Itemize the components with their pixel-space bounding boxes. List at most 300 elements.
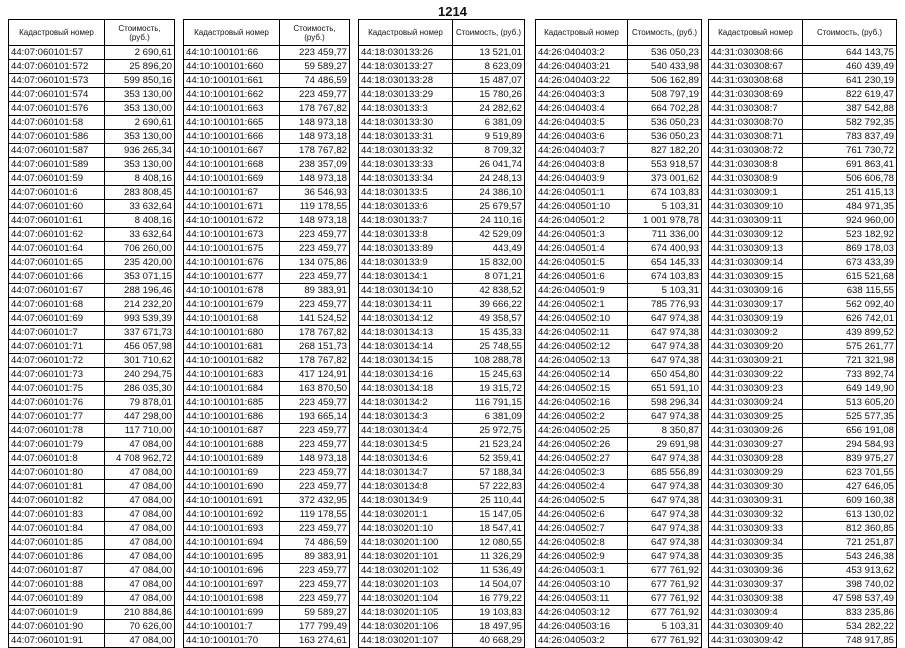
cadastral-number-cell: 44:07:060101:66 [9, 270, 105, 284]
table-row [709, 508, 897, 522]
cost-cell: 223 459,77 [280, 396, 350, 410]
table-row [536, 130, 702, 144]
table-row [359, 270, 525, 284]
cadastral-number-cell: 44:10:100101:683 [184, 368, 280, 382]
table-row [709, 88, 897, 102]
cost-cell: 89 383,91 [280, 284, 350, 298]
table-row [359, 354, 525, 368]
cost-cell: 178 767,82 [280, 326, 350, 340]
cost-cell: 691 863,41 [803, 158, 897, 172]
cadastral-number-cell: 44:26:040502:26 [536, 438, 628, 452]
table-row [536, 536, 702, 550]
table-row [709, 340, 897, 354]
cadastral-number-cell: 44:18:030134:2 [359, 396, 453, 410]
cadastral-number-cell: 44:26:040501:6 [536, 270, 628, 284]
cost-cell: 36 546,93 [280, 186, 350, 200]
table-row [9, 228, 175, 242]
cadastral-number-cell: 44:10:100101:663 [184, 102, 280, 116]
table-row [184, 130, 350, 144]
cadastral-number-cell: 44:10:100101:676 [184, 256, 280, 270]
table-row [184, 424, 350, 438]
cadastral-number-cell: 44:31:030309:28 [709, 452, 803, 466]
table-row [536, 508, 702, 522]
cadastral-number-cell: 44:07:060101:9 [9, 606, 105, 620]
table-row [709, 438, 897, 452]
table-row [184, 592, 350, 606]
cost-cell: 785 776,93 [628, 298, 702, 312]
cost-cell: 647 974,38 [628, 326, 702, 340]
cost-cell: 674 103,83 [628, 270, 702, 284]
table-row [184, 438, 350, 452]
table-row [184, 382, 350, 396]
cost-cell: 148 973,18 [280, 116, 350, 130]
cadastral-number-cell: 44:26:040501:10 [536, 200, 628, 214]
cost-cell: 8 709,32 [453, 144, 525, 158]
cadastral-number-cell: 44:31:030308:68 [709, 74, 803, 88]
cost-cell: 677 761,92 [628, 564, 702, 578]
cadastre-table [183, 19, 350, 648]
cost-cell: 141 524,52 [280, 312, 350, 326]
cadastral-number-cell: 44:31:030309:32 [709, 508, 803, 522]
table-row [184, 354, 350, 368]
table-row [359, 620, 525, 634]
table-row [184, 396, 350, 410]
cost-cell: 647 974,38 [628, 340, 702, 354]
table-row [709, 102, 897, 116]
cadastral-number-cell: 44:10:100101:694 [184, 536, 280, 550]
table-row [184, 116, 350, 130]
table-row [536, 144, 702, 158]
cost-cell: 674 103,83 [628, 186, 702, 200]
cost-cell: 534 282,22 [803, 620, 897, 634]
table-row [536, 494, 702, 508]
cost-cell: 47 084,00 [105, 634, 175, 648]
cadastral-number-cell: 44:10:100101:667 [184, 144, 280, 158]
cadastral-number-cell: 44:31:030309:36 [709, 564, 803, 578]
cadastral-number-cell: 44:18:030134:7 [359, 466, 453, 480]
table-row [9, 200, 175, 214]
table-row [536, 284, 702, 298]
cost-cell: 582 792,35 [803, 116, 897, 130]
table-row [709, 634, 897, 648]
cost-cell: 268 151,73 [280, 340, 350, 354]
table-row [709, 144, 897, 158]
page-number: 1214 [438, 4, 467, 19]
header-cadastral-number: Кадастровый номер [359, 20, 453, 46]
cadastral-number-cell: 44:26:040403:2 [536, 46, 628, 60]
cadastral-number-cell: 44:31:030309:35 [709, 550, 803, 564]
cost-cell: 353 130,00 [105, 130, 175, 144]
cadastral-number-cell: 44:31:030309:24 [709, 396, 803, 410]
cadastral-number-cell: 44:31:030309:1 [709, 186, 803, 200]
table-row [709, 578, 897, 592]
cost-cell: 11 536,49 [453, 564, 525, 578]
cadastral-number-cell: 44:31:030308:66 [709, 46, 803, 60]
cadastral-number-cell: 44:18:030201:106 [359, 620, 453, 634]
cadastral-number-cell: 44:18:030201:105 [359, 606, 453, 620]
table-row [184, 284, 350, 298]
table-row [9, 74, 175, 88]
table-row [536, 228, 702, 242]
cadastral-number-cell: 44:26:040403:7 [536, 144, 628, 158]
cost-cell: 79 878,01 [105, 396, 175, 410]
cost-cell: 148 973,18 [280, 172, 350, 186]
table-row [536, 312, 702, 326]
cost-cell: 15 832,00 [453, 256, 525, 270]
cadastral-number-cell: 44:31:030308:72 [709, 144, 803, 158]
table-row [184, 186, 350, 200]
cost-cell: 6 381,09 [453, 410, 525, 424]
cost-cell: 706 260,00 [105, 242, 175, 256]
cadastral-number-cell: 44:10:100101:682 [184, 354, 280, 368]
cadastral-number-cell: 44:31:030309:29 [709, 466, 803, 480]
cost-cell: 12 080,55 [453, 536, 525, 550]
cost-cell: 11 326,29 [453, 550, 525, 564]
cost-cell: 456 057,98 [105, 340, 175, 354]
cadastral-number-cell: 44:31:030309:38 [709, 592, 803, 606]
table-row [9, 578, 175, 592]
cadastral-number-cell: 44:10:100101:67 [184, 186, 280, 200]
cost-cell: 656 191,08 [803, 424, 897, 438]
cost-cell: 677 761,92 [628, 606, 702, 620]
cost-cell: 238 357,09 [280, 158, 350, 172]
cadastral-number-cell: 44:10:100101:675 [184, 242, 280, 256]
header-cadastral-number: Кадастровый номер [709, 20, 803, 46]
cost-cell: 387 542,88 [803, 102, 897, 116]
cost-cell: 6 381,09 [453, 116, 525, 130]
table-row [536, 46, 702, 60]
table-row [184, 410, 350, 424]
cost-cell: 223 459,77 [280, 228, 350, 242]
header-cadastral-number: Кадастровый номер [9, 20, 105, 46]
table-row [359, 242, 525, 256]
cadastral-number-cell: 44:07:060101:8 [9, 452, 105, 466]
cost-cell: 373 001,62 [628, 172, 702, 186]
cost-cell: 33 632,64 [105, 200, 175, 214]
cadastral-number-cell: 44:18:030134:8 [359, 480, 453, 494]
cost-cell: 8 623,09 [453, 60, 525, 74]
table-row [9, 522, 175, 536]
cost-cell: 116 791,15 [453, 396, 525, 410]
cadastral-number-cell: 44:10:100101:687 [184, 424, 280, 438]
cost-cell: 733 892,74 [803, 368, 897, 382]
cadastral-number-cell: 44:07:060101:61 [9, 214, 105, 228]
cadastral-number-cell: 44:10:100101:662 [184, 88, 280, 102]
table-row [709, 424, 897, 438]
cadastral-number-cell: 44:18:030134:1 [359, 270, 453, 284]
table-row [709, 172, 897, 186]
table-row [536, 634, 702, 648]
cost-cell: 353 130,00 [105, 88, 175, 102]
cadastral-number-cell: 44:18:030133:6 [359, 200, 453, 214]
cost-cell: 649 149,90 [803, 382, 897, 396]
cadastral-number-cell: 44:07:060101:64 [9, 242, 105, 256]
cost-cell: 223 459,77 [280, 522, 350, 536]
cadastral-number-cell: 44:18:030133:34 [359, 172, 453, 186]
table-row [9, 564, 175, 578]
table-row [709, 396, 897, 410]
table-row [536, 564, 702, 578]
cadastral-number-cell: 44:18:030201:10 [359, 522, 453, 536]
table-row [536, 452, 702, 466]
table-row [9, 88, 175, 102]
cost-cell: 353 130,00 [105, 102, 175, 116]
cadastral-number-cell: 44:31:030308:8 [709, 158, 803, 172]
table-row [709, 312, 897, 326]
table-row [9, 214, 175, 228]
cadastral-number-cell: 44:10:100101:66 [184, 46, 280, 60]
cadastral-number-cell: 44:18:030201:107 [359, 634, 453, 648]
table-row [536, 410, 702, 424]
cadastral-number-cell: 44:18:030133:3 [359, 102, 453, 116]
cadastral-number-cell: 44:10:100101:672 [184, 214, 280, 228]
cost-cell: 9 519,89 [453, 130, 525, 144]
cadastral-number-cell: 44:31:030309:16 [709, 284, 803, 298]
table-row [536, 340, 702, 354]
table-row [9, 536, 175, 550]
cadastral-number-cell: 44:07:060101:58 [9, 116, 105, 130]
cost-cell: 210 884,86 [105, 606, 175, 620]
cost-cell: 453 913,62 [803, 564, 897, 578]
table-row [536, 186, 702, 200]
table-row [536, 466, 702, 480]
table-row [9, 284, 175, 298]
cost-cell: 57 188,34 [453, 466, 525, 480]
table-row [359, 284, 525, 298]
table-row [359, 172, 525, 186]
cadastral-number-cell: 44:18:030133:28 [359, 74, 453, 88]
cadastral-number-cell: 44:07:060101:82 [9, 494, 105, 508]
table-row [536, 158, 702, 172]
cadastral-number-cell: 44:31:030308:70 [709, 116, 803, 130]
table-row [184, 508, 350, 522]
table-row [184, 522, 350, 536]
table-row [359, 200, 525, 214]
table-row [359, 228, 525, 242]
cadastral-number-cell: 44:18:030134:9 [359, 494, 453, 508]
cadastral-number-cell: 44:18:030133:5 [359, 186, 453, 200]
table-row [359, 340, 525, 354]
cadastral-number-cell: 44:07:060101:77 [9, 410, 105, 424]
cadastral-number-cell: 44:31:030308:7 [709, 102, 803, 116]
cadastral-number-cell: 44:26:040502:9 [536, 550, 628, 564]
cadastral-number-cell: 44:18:030201:1 [359, 508, 453, 522]
cadastral-number-cell: 44:10:100101:697 [184, 578, 280, 592]
cadastral-number-cell: 44:18:030133:31 [359, 130, 453, 144]
table-row [359, 578, 525, 592]
table-row [9, 60, 175, 74]
cost-cell: 353 071,15 [105, 270, 175, 284]
table-row [9, 186, 175, 200]
table-row [359, 508, 525, 522]
cost-cell: 439 899,52 [803, 326, 897, 340]
cadastral-number-cell: 44:26:040403:5 [536, 116, 628, 130]
cadastral-number-cell: 44:18:030133:32 [359, 144, 453, 158]
cost-cell: 613 130,02 [803, 508, 897, 522]
cost-cell: 647 974,38 [628, 522, 702, 536]
cadastral-number-cell: 44:10:100101:695 [184, 550, 280, 564]
table-row [709, 620, 897, 634]
cost-cell: 283 808,45 [105, 186, 175, 200]
cost-cell: 49 358,57 [453, 312, 525, 326]
cost-cell: 553 918,57 [628, 158, 702, 172]
cost-cell: 178 767,82 [280, 144, 350, 158]
table-row [9, 494, 175, 508]
cadastral-number-cell: 44:07:060101:59 [9, 172, 105, 186]
cost-cell: 615 521,68 [803, 270, 897, 284]
table-row [709, 550, 897, 564]
cost-cell: 869 178,03 [803, 242, 897, 256]
cost-cell: 5 103,31 [628, 200, 702, 214]
cadastral-number-cell: 44:31:030309:12 [709, 228, 803, 242]
cadastral-number-cell: 44:18:030133:30 [359, 116, 453, 130]
cadastral-number-cell: 44:31:030309:27 [709, 438, 803, 452]
cost-cell: 647 974,38 [628, 480, 702, 494]
cadastral-number-cell: 44:18:030133:27 [359, 60, 453, 74]
cost-cell: 14 504,07 [453, 578, 525, 592]
cost-cell: 47 084,00 [105, 480, 175, 494]
table-row [536, 172, 702, 186]
cost-cell: 647 974,38 [628, 410, 702, 424]
table-row [9, 144, 175, 158]
table-row [359, 634, 525, 648]
cadastral-number-cell: 44:07:060101:86 [9, 550, 105, 564]
cost-cell: 148 973,18 [280, 452, 350, 466]
cadastral-number-cell: 44:31:030309:13 [709, 242, 803, 256]
cost-cell: 177 799,49 [280, 620, 350, 634]
cost-cell: 18 497,95 [453, 620, 525, 634]
cadastral-number-cell: 44:26:040502:13 [536, 354, 628, 368]
cost-cell: 223 459,77 [280, 480, 350, 494]
header-cadastral-number: Кадастровый номер [536, 20, 628, 46]
cadastral-number-cell: 44:10:100101:690 [184, 480, 280, 494]
cost-cell: 536 050,23 [628, 46, 702, 60]
cost-cell: 42 529,09 [453, 228, 525, 242]
cost-cell: 761 730,72 [803, 144, 897, 158]
cadastral-number-cell: 44:31:030309:19 [709, 312, 803, 326]
cost-cell: 223 459,77 [280, 564, 350, 578]
header-cadastral-number: Кадастровый номер [184, 20, 280, 46]
table-row [9, 354, 175, 368]
table-row [184, 634, 350, 648]
cost-cell: 70 626,00 [105, 620, 175, 634]
cost-cell: 525 577,35 [803, 410, 897, 424]
cost-cell: 677 761,92 [628, 634, 702, 648]
cadastral-number-cell: 44:07:060101:84 [9, 522, 105, 536]
cadastral-number-cell: 44:26:040502:25 [536, 424, 628, 438]
table-row [359, 564, 525, 578]
cadastral-number-cell: 44:10:100101:692 [184, 508, 280, 522]
cadastral-number-cell: 44:26:040503:10 [536, 578, 628, 592]
cadastral-number-cell: 44:31:030309:34 [709, 536, 803, 550]
table-row [536, 242, 702, 256]
cadastral-number-cell: 44:18:030133:7 [359, 214, 453, 228]
cadastral-number-cell: 44:10:100101:68 [184, 312, 280, 326]
table-row [709, 270, 897, 284]
table-row [9, 396, 175, 410]
table-row [536, 368, 702, 382]
cadastral-number-cell: 44:10:100101:677 [184, 270, 280, 284]
table-row [359, 46, 525, 60]
table-row [536, 116, 702, 130]
cadastral-number-cell: 44:10:100101:685 [184, 396, 280, 410]
cost-cell: 25 748,55 [453, 340, 525, 354]
cost-cell: 647 974,38 [628, 536, 702, 550]
cadastral-number-cell: 44:26:040503:1 [536, 564, 628, 578]
cost-cell: 119 178,55 [280, 508, 350, 522]
cadastral-number-cell: 44:18:030133:8 [359, 228, 453, 242]
table-row [536, 88, 702, 102]
cadastral-number-cell: 44:31:030309:17 [709, 298, 803, 312]
table-row [709, 228, 897, 242]
cost-cell: 47 084,00 [105, 536, 175, 550]
cadastral-number-cell: 44:07:060101:73 [9, 368, 105, 382]
cost-cell: 47 084,00 [105, 494, 175, 508]
cost-cell: 223 459,77 [280, 298, 350, 312]
cadastral-number-cell: 44:26:040403:3 [536, 88, 628, 102]
cadastral-number-cell: 44:18:030134:16 [359, 368, 453, 382]
cost-cell: 337 671,73 [105, 326, 175, 340]
cadastral-number-cell: 44:07:060101:76 [9, 396, 105, 410]
cadastral-number-cell: 44:31:030308:69 [709, 88, 803, 102]
table-row [9, 452, 175, 466]
table-row [184, 452, 350, 466]
cost-cell: 251 415,13 [803, 186, 897, 200]
table-row [9, 620, 175, 634]
table-row [184, 228, 350, 242]
table-row [9, 634, 175, 648]
table-row [359, 144, 525, 158]
cadastral-number-cell: 44:10:100101:7 [184, 620, 280, 634]
cadastral-number-cell: 44:10:100101:70 [184, 634, 280, 648]
cadastral-number-cell: 44:26:040502:7 [536, 522, 628, 536]
cadastral-number-cell: 44:07:060101:79 [9, 438, 105, 452]
cost-cell: 47 084,00 [105, 592, 175, 606]
cost-cell: 673 433,39 [803, 256, 897, 270]
cost-cell: 47 084,00 [105, 438, 175, 452]
cost-cell: 506 606,78 [803, 172, 897, 186]
cadastral-number-cell: 44:31:030309:40 [709, 620, 803, 634]
cadastral-number-cell: 44:26:040503:16 [536, 620, 628, 634]
cost-cell: 240 294,75 [105, 368, 175, 382]
table-row [184, 564, 350, 578]
cost-cell: 288 196,46 [105, 284, 175, 298]
cost-cell: 711 336,00 [628, 228, 702, 242]
cost-cell: 15 780,26 [453, 88, 525, 102]
cadastral-number-cell: 44:26:040502:1 [536, 298, 628, 312]
cost-cell: 223 459,77 [280, 270, 350, 284]
cost-cell: 16 779,22 [453, 592, 525, 606]
table-row [184, 620, 350, 634]
table-row [709, 298, 897, 312]
cadastral-number-cell: 44:18:030134:4 [359, 424, 453, 438]
cadastral-number-cell: 44:26:040502:8 [536, 536, 628, 550]
cost-cell: 223 459,77 [280, 88, 350, 102]
cost-cell: 644 143,75 [803, 46, 897, 60]
table-row [536, 60, 702, 74]
table-row [359, 214, 525, 228]
table-row [709, 410, 897, 424]
table-row [359, 550, 525, 564]
table-row [536, 200, 702, 214]
cadastral-number-cell: 44:18:030201:103 [359, 578, 453, 592]
cost-cell: 223 459,77 [280, 592, 350, 606]
table-row [359, 158, 525, 172]
header-cost: Стоимость, (руб.) [280, 20, 350, 46]
table-row [184, 466, 350, 480]
cadastral-number-cell: 44:07:060101:574 [9, 88, 105, 102]
cost-cell: 59 589,27 [280, 60, 350, 74]
